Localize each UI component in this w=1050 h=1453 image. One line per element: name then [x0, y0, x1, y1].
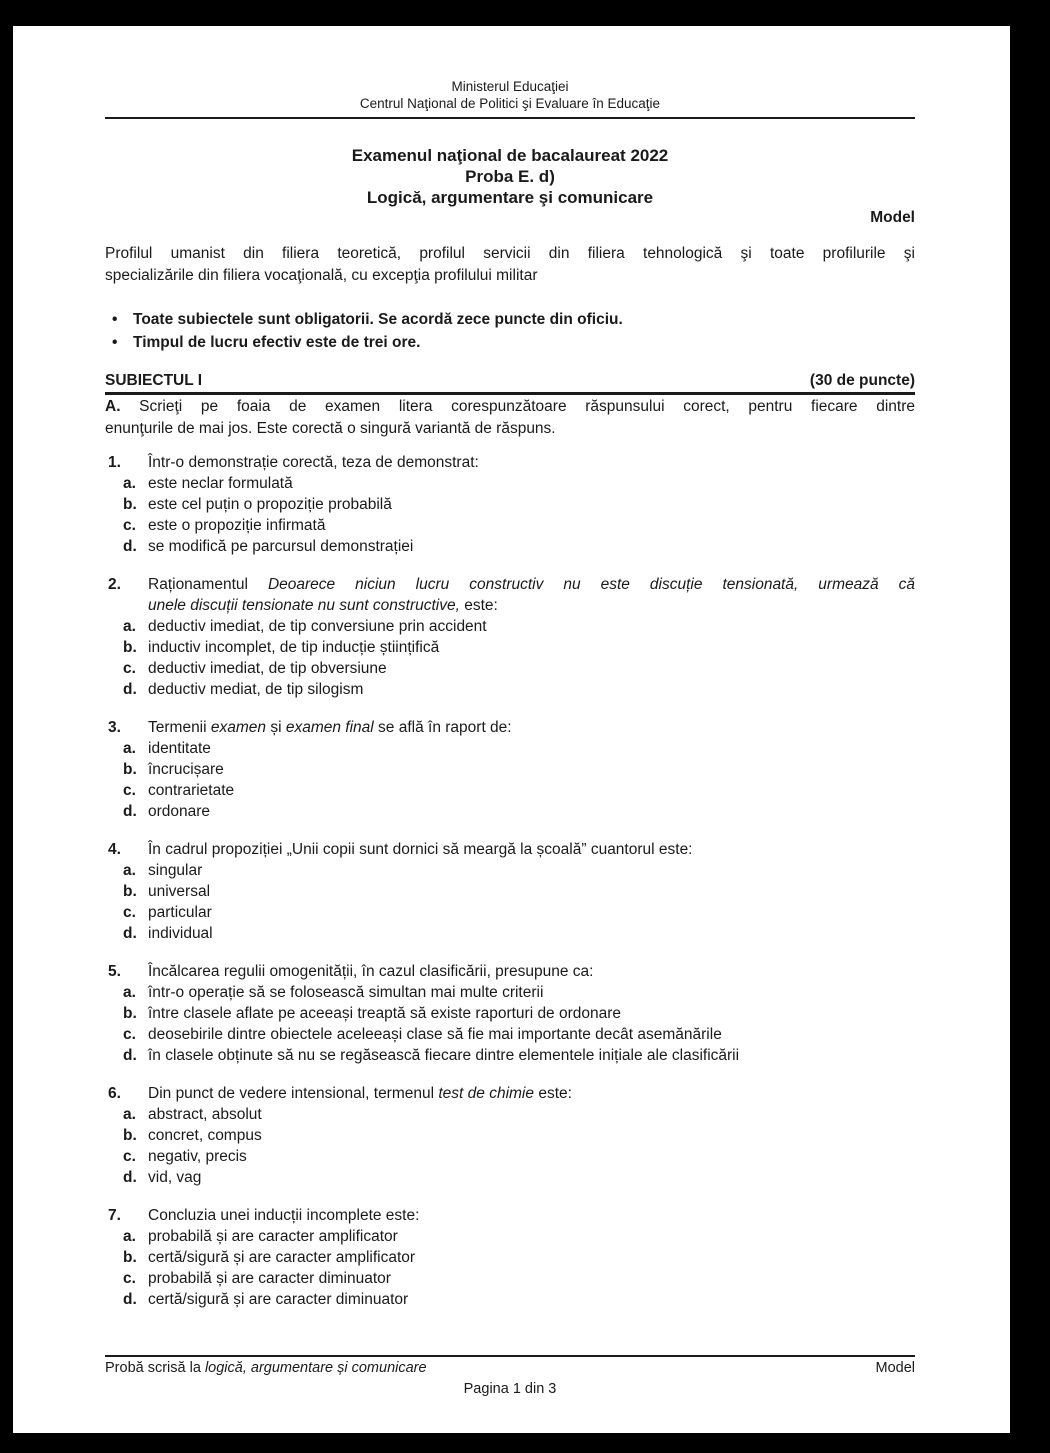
option-letter: b.	[123, 639, 137, 656]
bullet-icon: •	[112, 334, 118, 351]
option-text: certă/sigură și are caracter diminuator	[148, 1291, 409, 1308]
answer-option	[105, 1289, 915, 1310]
option-letter: b.	[123, 1249, 137, 1266]
option-letter: b.	[123, 1127, 137, 1144]
subject-title: Logică, argumentare şi comunicare	[366, 188, 654, 207]
footer-row	[105, 1359, 915, 1377]
question-options	[105, 1104, 915, 1188]
option-text: concret, compus	[148, 1127, 262, 1144]
option-letter: d.	[123, 538, 137, 555]
option-letter: a.	[123, 984, 136, 1001]
section-header	[105, 371, 915, 395]
option-letter: c.	[123, 1026, 136, 1043]
section-points: (30 de puncte)	[809, 372, 915, 389]
option-text: probabilă și are caracter amplificator	[148, 1228, 398, 1245]
center-line: Centrul Naţional de Politici şi Evaluare în Educaţie	[359, 96, 661, 111]
question-head	[105, 839, 915, 860]
answer-option	[105, 473, 915, 494]
question	[105, 1205, 915, 1310]
option-letter: a.	[123, 475, 136, 492]
question-head	[105, 452, 915, 473]
answer-option	[105, 738, 915, 759]
page-content	[13, 26, 1010, 1310]
option-letter: d.	[123, 925, 137, 942]
proba-title: Proba E. d)	[465, 167, 555, 186]
page-footer	[105, 1355, 915, 1398]
answer-option	[105, 1226, 915, 1247]
exam-titles	[105, 145, 915, 208]
answer-option	[105, 1045, 915, 1066]
option-text: în clasele obținute să nu se regăsească fiecare dintre elementele inițiale ale clasificării	[148, 1047, 740, 1064]
option-text: ordonare	[148, 803, 211, 820]
question-options	[105, 982, 915, 1066]
option-letter: a.	[123, 618, 136, 635]
option-letter: d.	[123, 1047, 137, 1064]
option-text: deductiv mediat, de tip silogism	[148, 681, 364, 698]
option-text: singular	[148, 862, 203, 879]
question-options	[105, 860, 915, 944]
bullet-item	[105, 308, 915, 331]
answer-option	[105, 637, 915, 658]
option-letter: a.	[123, 862, 136, 879]
option-text: abstract, absolut	[148, 1106, 262, 1123]
answer-option	[105, 1167, 915, 1188]
footer-left: Probă scrisă la logică, argumentare și comunicare	[105, 1360, 427, 1376]
question-number: 6.	[108, 1085, 121, 1102]
question-number: 1.	[108, 454, 121, 471]
question-head	[105, 1205, 915, 1226]
option-letter: a.	[123, 1106, 136, 1123]
bullet-item	[105, 331, 915, 354]
answer-option	[105, 1268, 915, 1289]
option-letter: c.	[123, 660, 136, 677]
model-label-top: Model	[870, 209, 915, 226]
question-options	[105, 1226, 915, 1310]
question-head	[105, 574, 915, 616]
option-text: certă/sigură și are caracter amplificator	[148, 1249, 416, 1266]
answer-option	[105, 658, 915, 679]
question-number: 7.	[108, 1207, 121, 1224]
option-text: vid, vag	[148, 1169, 202, 1186]
question	[105, 961, 915, 1066]
question	[105, 839, 915, 944]
question-options	[105, 473, 915, 557]
footer-model: Model	[875, 1360, 915, 1376]
answer-option	[105, 1003, 915, 1024]
option-text: deductiv imediat, de tip conversiune prin accident	[148, 618, 487, 635]
answer-option	[105, 616, 915, 637]
question	[105, 1083, 915, 1188]
option-letter: d.	[123, 803, 137, 820]
question-number: 2.	[108, 576, 121, 593]
answer-option	[105, 515, 915, 536]
option-text: identitate	[148, 740, 211, 757]
question-stem: În cadrul propoziției „Unii copii sunt dornici să meargă la școală” cuantorul este:	[148, 841, 693, 858]
answer-option	[105, 780, 915, 801]
profile-paragraph: Profilul umanist din filiera teoretică, profilul servicii din filiera tehnologică şi toate profilurile şi specializările din filiera vocaţională, cu excepţia profilului militar	[105, 245, 915, 284]
bullet-text: Timpul de lucru efectiv este de trei ore.	[133, 334, 421, 351]
answer-option	[105, 759, 915, 780]
bullet-text: Toate subiectele sunt obligatorii. Se acordă zece puncte din oficiu.	[133, 311, 623, 328]
answer-option	[105, 1024, 915, 1045]
question	[105, 574, 915, 700]
question-stem: Raționamentul Deoarece niciun lucru constructiv nu este discuție tensionată, urmează că unele discuții tensionate nu sunt constructive, este:	[148, 576, 915, 614]
option-text: probabilă și are caracter diminuator	[148, 1270, 391, 1287]
option-text: particular	[148, 904, 212, 921]
question-number: 3.	[108, 719, 121, 736]
answer-option	[105, 1104, 915, 1125]
instruction-a: A. Scrieţi pe foaia de examen litera corespunzătoare răspunsului corect, pentru fiecare dintre enunţurile de mai jos. Este corectă o singură variantă de răspuns.	[105, 398, 915, 437]
question-head	[105, 961, 915, 982]
bullet-list	[105, 308, 915, 354]
answer-option	[105, 982, 915, 1003]
option-text: contrarietate	[148, 782, 235, 799]
answer-option	[105, 1125, 915, 1146]
option-letter: c.	[123, 517, 136, 534]
question-number: 5.	[108, 963, 121, 980]
exam-title: Examenul naţional de bacalaureat 2022	[351, 146, 669, 165]
option-letter: a.	[123, 740, 136, 757]
question-options	[105, 738, 915, 822]
option-letter: c.	[123, 1148, 136, 1165]
option-text: individual	[148, 925, 213, 942]
answer-option	[105, 881, 915, 902]
question-options	[105, 616, 915, 700]
option-text: este o propoziție infirmată	[148, 517, 326, 534]
option-text: încrucișare	[148, 761, 224, 778]
section-title: SUBIECTUL I	[105, 372, 203, 389]
option-text: inductiv incomplet, de tip inducție științifică	[148, 639, 440, 656]
option-text: universal	[148, 883, 211, 900]
option-letter: a.	[123, 1228, 136, 1245]
option-text: într-o operație să se folosească simultan mai multe criterii	[148, 984, 544, 1001]
option-text: deosebirile dintre obiectele aceleeași clase să fie mai importante decât asemănările	[148, 1026, 722, 1043]
question	[105, 452, 915, 557]
exam-page	[13, 26, 1010, 1433]
option-letter: b.	[123, 761, 137, 778]
answer-option	[105, 860, 915, 881]
answer-option	[105, 679, 915, 700]
question-stem: Termenii examen și examen final se află în raport de:	[148, 719, 512, 736]
answer-option	[105, 801, 915, 822]
question-head	[105, 1083, 915, 1104]
question-number: 4.	[108, 841, 121, 858]
answer-option	[105, 1146, 915, 1167]
answer-option	[105, 536, 915, 557]
option-letter: d.	[123, 1291, 137, 1308]
option-letter: b.	[123, 883, 137, 900]
answer-option	[105, 923, 915, 944]
question-stem: Din punct de vedere intensional, termenul test de chimie este:	[148, 1085, 572, 1102]
option-text: negativ, precis	[148, 1148, 247, 1165]
bullet-icon: •	[112, 311, 118, 328]
option-letter: c.	[123, 1270, 136, 1287]
question-head	[105, 717, 915, 738]
footer-page-number: Pagina 1 din 3	[463, 1381, 557, 1397]
questions-list	[105, 452, 915, 1310]
option-letter: d.	[123, 1169, 137, 1186]
answer-option	[105, 494, 915, 515]
option-letter: d.	[123, 681, 137, 698]
option-text: între clasele aflate pe aceeași treaptă să existe raporturi de ordonare	[148, 1005, 622, 1022]
question-stem: Într-o demonstrație corectă, teza de demonstrat:	[148, 454, 479, 471]
answer-option	[105, 902, 915, 923]
question-stem: Concluzia unei inducții incomplete este:	[148, 1207, 420, 1224]
option-letter: b.	[123, 496, 137, 513]
option-letter: c.	[123, 782, 136, 799]
ministry-line: Ministerul Educaţiei	[451, 79, 569, 94]
option-letter: b.	[123, 1005, 137, 1022]
answer-option	[105, 1247, 915, 1268]
option-text: se modifică pe parcursul demonstrației	[148, 538, 414, 555]
question-stem: Încălcarea regulii omogenității, în cazul clasificării, presupune ca:	[148, 963, 594, 980]
question	[105, 717, 915, 822]
document-header	[105, 78, 915, 119]
option-text: deductiv imediat, de tip obversiune	[148, 660, 387, 677]
option-letter: c.	[123, 904, 136, 921]
option-text: este cel puțin o propoziție probabilă	[148, 496, 392, 513]
option-text: este neclar formulată	[148, 475, 293, 492]
